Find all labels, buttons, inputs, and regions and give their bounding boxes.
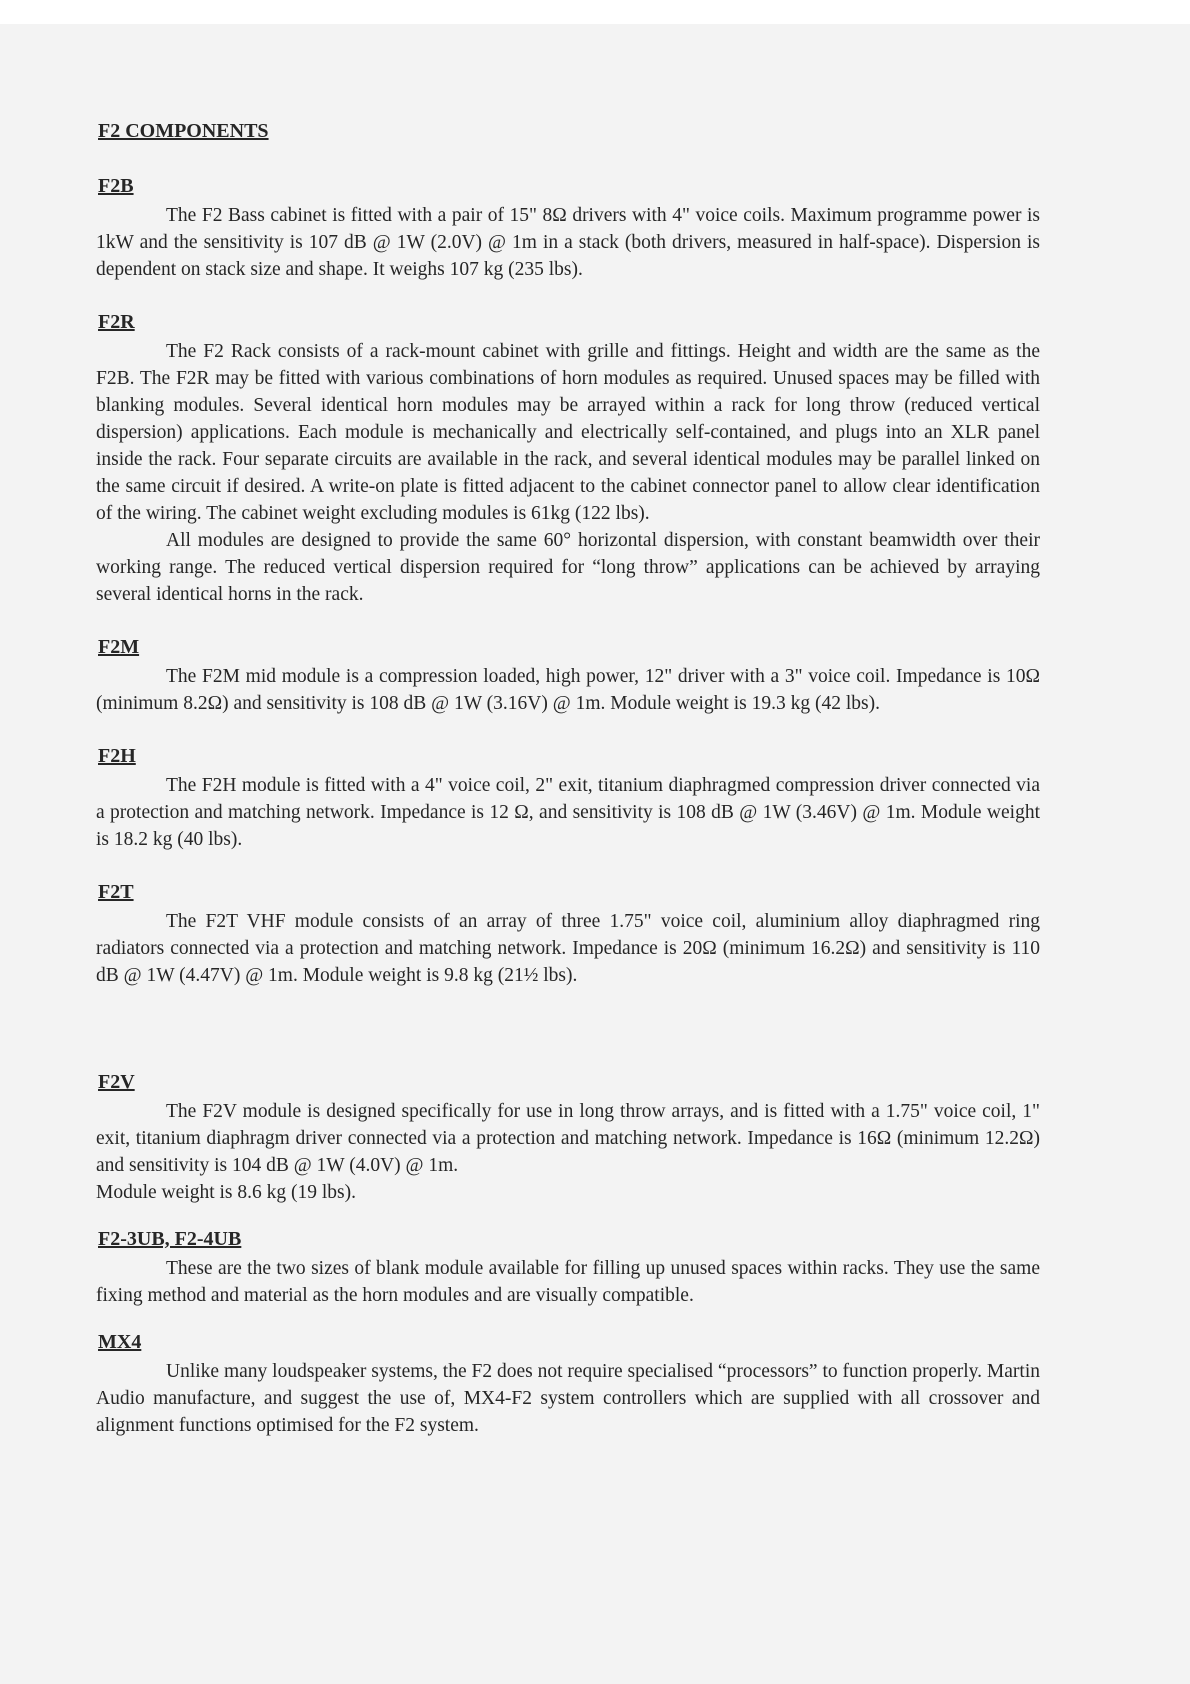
section-mx4: [96, 1329, 1040, 1439]
section-heading: F2M: [98, 636, 140, 658]
section-paragraph: The F2T VHF module consists of an array of three 1.75" voice coil, aluminium alloy diaphragmed ring radiators connected via a protection and matching network. Impedance is 20Ω (minimum 16.2Ω) and sensitivity is 110 dB @ 1W (4.47V) @ 1m. Module weight is 9.8 kg (21½ lbs).: [96, 911, 1040, 986]
section-f2t: [96, 879, 1040, 989]
section-heading: F2H: [98, 745, 136, 767]
section-f2r: [96, 309, 1040, 608]
section-heading: F2-3UB, F2-4UB: [98, 1228, 242, 1250]
section-paragraph: The F2V module is designed specifically for use in long throw arrays, and is fitted with a 1.75" voice coil, 1" exit, titanium diaphragm driver connected via a protection and matching network. Impedance is 16Ω (minimum 12.2Ω) and sensitivity is 104 dB @ 1W (4.0V) @ 1m.: [96, 1101, 1040, 1176]
page-top-margin: [0, 0, 1190, 24]
section-paragraph: The F2 Rack consists of a rack-mount cabinet with grille and fittings. Height and width are the same as the F2B. The F2R may be fitted with various combinations of horn modules as required. Unused spaces may be filled with blanking modules. Several identical horn modules may be arrayed within a rack for long throw (reduced vertical dispersion) applications. Each module is mechanically and electrically self-contained, and plugs into an XLR panel inside the rack. Four separate circuits are available in the rack, and several identical modules may be parallel linked on the same circuit if desired. A write-on plate is fitted adjacent to the cabinet connector panel to allow clear identification of the wiring. The cabinet weight excluding modules is 61kg (122 lbs).: [96, 341, 1040, 524]
section-paragraph: Module weight is 8.6 kg (19 lbs).: [96, 1182, 356, 1203]
document-body: [96, 118, 1040, 1465]
section-paragraph: Unlike many loudspeaker systems, the F2 does not require specialised “processors” to function properly. Martin Audio manufacture, and suggest the use of, MX4-F2 system controllers which are supplied with all crossover and alignment functions optimised for the F2 system.: [96, 1361, 1040, 1436]
section-f2b: [96, 173, 1040, 283]
section-heading: F2T: [98, 881, 134, 903]
section-paragraph: The F2H module is fitted with a 4" voice coil, 2" exit, titanium diaphragmed compression driver connected via a protection and matching network. Impedance is 12 Ω, and sensitivity is 108 dB @ 1W (3.46V) @ 1m. Module weight is 18.2 kg (40 lbs).: [96, 775, 1040, 850]
section-f2m: [96, 634, 1040, 717]
section-heading: F2R: [98, 311, 135, 333]
section-paragraph: All modules are designed to provide the same 60° horizontal dispersion, with constant beamwidth over their working range. The reduced vertical dispersion required for “long throw” applications can be achieved by arraying several identical horns in the rack.: [96, 530, 1040, 605]
document-title: F2 COMPONENTS: [98, 120, 269, 142]
section-paragraph: These are the two sizes of blank module available for filling up unused spaces within racks. They use the same fixing method and material as the horn modules and are visually compatible.: [96, 1258, 1040, 1306]
section-f2-ub: [96, 1226, 1040, 1309]
section-heading: F2V: [98, 1071, 135, 1093]
section-f2v: [96, 1069, 1040, 1206]
section-heading: MX4: [98, 1331, 142, 1353]
section-f2h: [96, 743, 1040, 853]
section-paragraph: The F2 Bass cabinet is fitted with a pair of 15" 8Ω drivers with 4" voice coils. Maximum programme power is 1kW and the sensitivity is 107 dB @ 1W (2.0V) @ 1m in a stack (both drivers, measured in half-space). Dispersion is dependent on stack size and shape. It weighs 107 kg (235 lbs).: [96, 205, 1040, 280]
section-paragraph: The F2M mid module is a compression loaded, high power, 12" driver with a 3" voice coil. Impedance is 10Ω (minimum 8.2Ω) and sensitivity is 108 dB @ 1W (3.16V) @ 1m. Module weight is 19.3 kg (42 lbs).: [96, 666, 1040, 714]
section-heading: F2B: [98, 175, 134, 197]
